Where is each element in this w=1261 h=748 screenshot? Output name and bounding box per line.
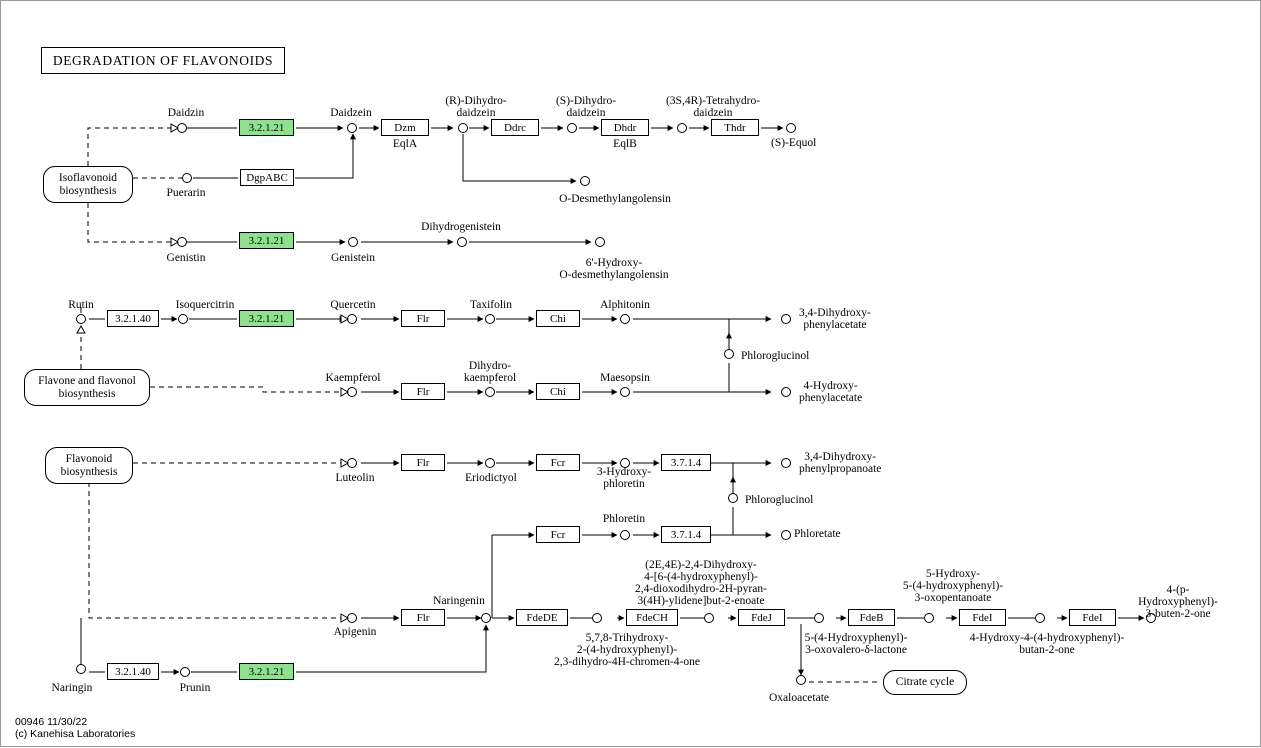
enzyme-fdej[interactable]: FdeJ — [738, 609, 785, 626]
label-3-hydroxyphloretin[interactable]: 3-Hydroxy- phloretin — [596, 466, 652, 490]
label-puerarin[interactable]: Puerarin — [166, 187, 206, 199]
label-kaempferol[interactable]: Kaempferol — [325, 372, 381, 384]
label-phloretate[interactable]: Phloretate — [794, 528, 841, 540]
enzyme-thdr[interactable]: Thdr — [711, 119, 759, 136]
label-daidzein[interactable]: Daidzein — [330, 107, 372, 119]
map-node-label-line1: Flavonoid — [65, 453, 113, 465]
enzyme-flr-quercetin[interactable]: Flr — [401, 310, 445, 327]
label-naringin[interactable]: Naringin — [51, 682, 93, 694]
label-s-dihydrodaidzein[interactable]: (S)-Dihydro- daidzein — [555, 95, 617, 119]
footer — [15, 716, 135, 740]
enzyme-fcr-eriodictyol[interactable]: Fcr — [536, 454, 580, 471]
enzyme-ec-3-2-1-21-isoquercitrin[interactable]: 3.2.1.21 — [239, 310, 294, 327]
label-s-equol[interactable]: (S)-Equol — [771, 137, 817, 149]
enzyme-ec-3-7-1-4-phloretin[interactable]: 3.7.1.4 — [661, 526, 711, 543]
enzyme-flr-luteolin[interactable]: Flr — [401, 454, 445, 471]
label-dihydrokaempferol[interactable]: Dihydro- kaempferol — [463, 360, 517, 384]
enzyme-fdede[interactable]: FdeDE — [516, 609, 568, 626]
enzyme-ec-3-2-1-40-naringin[interactable]: 3.2.1.40 — [107, 663, 159, 680]
map-node-isoflavonoid-biosynthesis[interactable] — [43, 166, 133, 203]
label-r-dihydrodaidzein[interactable]: (R)-Dihydro- daidzein — [445, 95, 507, 119]
map-node-flavone-and-flavonol-biosynthesis[interactable] — [24, 369, 150, 406]
map-node-label-line1: Citrate cycle — [895, 676, 955, 689]
label-naringenin[interactable]: Naringenin — [433, 595, 485, 607]
label-3-4-dihydroxyphenylacetate[interactable]: 3,4-Dihydroxy- phenylacetate — [799, 307, 871, 331]
enzyme-ec-3-2-1-21-prunin[interactable]: 3.2.1.21 — [239, 663, 294, 680]
enzyme-chi-dihydrokaempferol[interactable]: Chi — [536, 383, 580, 400]
label-3-4-dihydroxyphenylpropanoate[interactable]: 3,4-Dihydroxy- phenylpropanoate — [799, 451, 882, 475]
label-o-desmethylangolensin[interactable]: O-Desmethylangolensin — [559, 193, 671, 205]
label-prunin[interactable]: Prunin — [179, 682, 211, 694]
enzyme-fdech[interactable]: FdeCH — [626, 609, 678, 626]
enzyme-fcr-naringenin[interactable]: Fcr — [536, 526, 580, 543]
map-node-label-line2: biosynthesis — [59, 184, 117, 197]
map-node-label-line2: biosynthesis — [58, 387, 116, 400]
enzyme-flr-kaempferol[interactable]: Flr — [401, 383, 445, 400]
map-node-label-line1: Isoflavonoid — [58, 172, 118, 184]
label-taxifolin[interactable]: Taxifolin — [470, 299, 512, 311]
map-node-label-line1: Flavone and flavonol — [38, 375, 136, 387]
enzyme-fdei-1[interactable]: FdeI — [959, 609, 1006, 626]
enzyme-fdeb[interactable]: FdeB — [848, 609, 895, 626]
label-quercetin[interactable]: Quercetin — [330, 299, 376, 311]
label-genistin[interactable]: Genistin — [166, 252, 206, 264]
enzyme-ec-3-2-1-40-rutin[interactable]: 3.2.1.40 — [107, 310, 159, 327]
label-5-hydroxy-5-4-hydroxyphenyl-3-oxopentanoate[interactable]: 5-Hydroxy- 5-(4-hydroxyphenyl)- 3-oxopentanoate — [902, 568, 1004, 604]
label-alphitonin[interactable]: Alphitonin — [600, 299, 650, 311]
label-eqlb[interactable]: EqlB — [613, 138, 637, 150]
label-maesopsin[interactable]: Maesopsin — [600, 372, 650, 384]
enzyme-dhdr[interactable]: Dhdr — [601, 119, 649, 136]
page-title: DEGRADATION OF FLAVONOIDS — [41, 47, 285, 74]
label-oxaloacetate[interactable]: Oxaloacetate — [768, 692, 830, 704]
label-isoquercitrin[interactable]: Isoquercitrin — [175, 299, 235, 311]
label-phloretin[interactable]: Phloretin — [602, 513, 646, 525]
label-578-trihydroxy[interactable]: 5,7,8-Trihydroxy- 2-(4-hydroxyphenyl)- 2,3-dihydro-4H-chromen-4-one — [554, 632, 700, 668]
label-apigenin[interactable]: Apigenin — [333, 626, 377, 638]
label-rutin[interactable]: Rutin — [68, 299, 94, 311]
label-4-p-hydroxyphenyl-3-buten-2-one[interactable]: 4-(p-Hydroxyphenyl)- 3-buten-2-one — [1138, 584, 1218, 620]
enzyme-fdei-2[interactable]: FdeI — [1069, 609, 1116, 626]
enzyme-ddrc[interactable]: Ddrc — [491, 119, 539, 136]
enzyme-dgpabc[interactable]: DgpABC — [240, 169, 294, 186]
map-node-flavonoid-biosynthesis[interactable] — [45, 447, 133, 484]
label-phloroglucinol-1[interactable]: Phloroglucinol — [741, 350, 810, 362]
label-5-4-hydroxyphenyl-3-oxovalero-lactone[interactable]: 5-(4-Hydroxyphenyl)- 3-oxovalero-δ-lactone — [804, 632, 908, 656]
label-eriodictyol[interactable]: Eriodictyol — [465, 472, 517, 484]
label-2e4e-24-dihydroxy[interactable]: (2E,4E)-2,4-Dihydroxy- 4-[6-(4-hydroxyphenyl)- 2,4-dioxodihydro-2H-pyran- 3(4H)-ylidene]but-2-enoate — [635, 559, 767, 607]
enzyme-dznr[interactable]: Dzm — [381, 119, 429, 136]
enzyme-ec-3-7-1-4-hydroxyphloretin[interactable]: 3.7.1.4 — [661, 454, 711, 471]
footer-line-1: 00946 11/30/22 — [15, 716, 88, 728]
label-6-hydroxy-o-desmethylangolensin[interactable]: 6'-Hydroxy- O-desmethylangolensin — [559, 257, 669, 281]
label-dihydrogenistein[interactable]: Dihydrogenistein — [421, 221, 501, 233]
label-luteolin[interactable]: Luteolin — [335, 472, 375, 484]
map-node-label-line2: biosynthesis — [60, 465, 118, 478]
label-eqla[interactable]: EqlA — [392, 138, 418, 150]
enzyme-flr-apigenin[interactable]: Flr — [401, 609, 445, 626]
label-tetrahydrodaidzein[interactable]: (3S,4R)-Tetrahydro- daidzein — [665, 95, 761, 119]
label-genistein[interactable]: Genistein — [330, 252, 376, 264]
label-daidzin[interactable]: Daidzin — [167, 107, 205, 119]
label-4-hydroxyphenylacetate[interactable]: 4-Hydroxy- phenylacetate — [799, 380, 863, 404]
footer-line-2: (c) Kanehisa Laboratories — [15, 728, 136, 740]
enzyme-ec-3-2-1-21-daidzin[interactable]: 3.2.1.21 — [239, 119, 294, 136]
enzyme-ec-3-2-1-21-genistin[interactable]: 3.2.1.21 — [239, 232, 294, 249]
label-phloroglucinol-2[interactable]: Phloroglucinol — [745, 494, 814, 506]
label-4-hydroxy-4-4-hydroxyphenyl-butan-2-one[interactable]: 4-Hydroxy-4-(4-hydroxyphenyl)- butan-2-one — [969, 632, 1125, 656]
map-node-citrate-cycle[interactable] — [883, 670, 967, 695]
enzyme-chi-taxifolin[interactable]: Chi — [536, 310, 580, 327]
